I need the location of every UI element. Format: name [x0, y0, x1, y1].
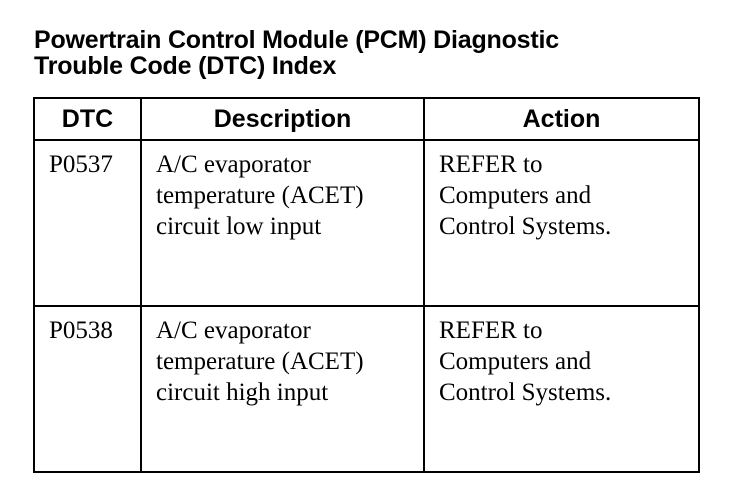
- dtc-code-cell: [34, 306, 141, 472]
- page-title: [34, 27, 559, 79]
- dtc-code: P0537: [49, 151, 113, 178]
- action-line: Computers and: [439, 182, 592, 209]
- description-cell: [141, 140, 424, 306]
- page-title-line-2: Trouble Code (DTC) Index: [34, 52, 337, 80]
- description-line: temperature (ACET): [156, 182, 364, 209]
- action-line: REFER to: [439, 151, 543, 178]
- dtc-index-table: [33, 97, 700, 473]
- description-line: A/C evaporator: [156, 317, 311, 344]
- description-line: A/C evaporator: [156, 151, 311, 178]
- column-header-dtc: DTC: [34, 98, 141, 140]
- table-row: [34, 140, 699, 306]
- dtc-code-cell: [34, 140, 141, 306]
- table-header-row: [34, 98, 699, 140]
- action-cell: [424, 306, 699, 472]
- description-line: circuit high input: [156, 379, 329, 406]
- dtc-code: P0538: [49, 317, 113, 344]
- description-line: circuit low input: [156, 213, 322, 240]
- column-header-action: Action: [424, 98, 699, 140]
- column-header-description: Description: [141, 98, 424, 140]
- action-cell: [424, 140, 699, 306]
- action-line: REFER to: [439, 317, 543, 344]
- action-line: Control Systems.: [439, 213, 612, 240]
- action-line: Control Systems.: [439, 379, 612, 406]
- page-title-line-1: Powertrain Control Module (PCM) Diagnostic: [34, 26, 559, 54]
- description-line: temperature (ACET): [156, 348, 364, 375]
- description-cell: [141, 306, 424, 472]
- action-line: Computers and: [439, 348, 592, 375]
- table-row: [34, 306, 699, 472]
